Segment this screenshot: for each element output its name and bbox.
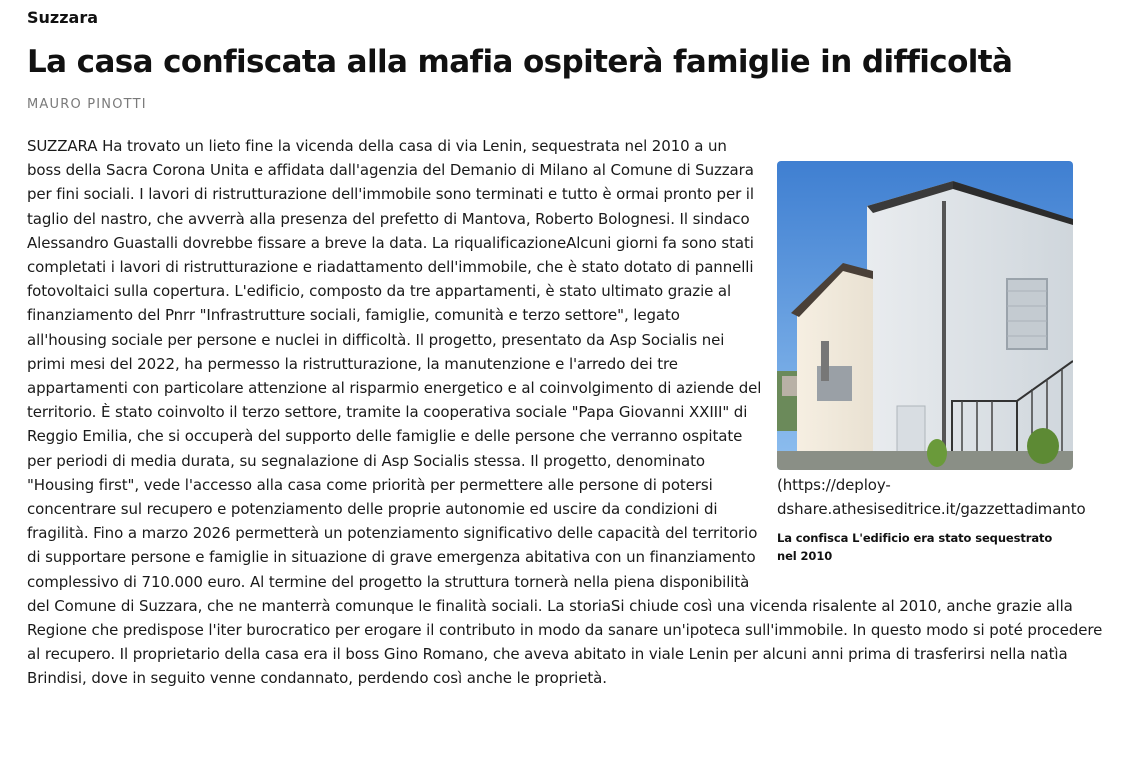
image-caption: La confisca L'edificio era stato sequestrato nel 2010 xyxy=(777,531,1053,563)
author-name: MAURO PINOTTI xyxy=(27,97,147,112)
article-text: SUZZARA Ha trovato un lieto fine la vicenda della casa di via Lenin, sequestrata nel 2010 a un boss della Sacra Corona Unita e affidata dall'agenzia del Demanio di Milano al Comune di Suzzara per fini sociali. I lavori di ristrutturazione dell'immobile sono terminati e tutto è ormai pronto per il taglio del nastro, che avverrà alla presenza del prefetto di Mantova, Roberto Bolognesi. Il sindaco Alessandro Guastalli dovrebbe fissare a breve la data. La riqualificazioneAlcuni giorni fa sono stati completati i lavori di ristrutturazione e riadattamento dell'immobile, che è stato dotato di pannelli fotovoltaici sulla copertura. L'edificio, composto da tre appartamenti, è stato ultimato grazie al finanziamento del Pnrr "Infrastrutture sociali, famiglie, comunità e terzo settore", legato all'housing sociale per persone e nuclei in difficoltà. Il progetto, presentato da Asp Socialis nei primi mesi del 2022, ha permesso la ristrutturazione, la manutenzione e l'arredo dei tre appartamenti con particolare attenzione al risparmio energetico e al coinvolgimento di aziende del territorio. È stato coinvolto il terzo settore, tramite la cooperativa sociale "Papa Giovanni XXIII" di Reggio Emilia, che si occuperà del supporto delle famiglie e delle persone che verranno ospitate per periodi di media durata, su segnalazione di Asp Socialis stessa. Il progetto, denominato "Housing first", vede l'accesso alla casa come priorità per permettere alle persone di potersi concentrare sul recupero e potenziamento delle proprie autonomie ed uscire da condizioni di fragilità. Fino a marzo 2026 permetterà un potenziamento significativo delle capacità del territorio di supportare persone e famiglie in situazione di grave emergenza abitativa con un finanziamento complessivo di 710.000 euro. Al termine del progetto la struttura tornerà nella piena disponibilità del Comune di Suzzara, che ne manterrà comunque le finalità sociali. La storiaSi chiude così una vicenda risalente al 2010, anche grazie alla Regione che predispose l'iter burocratico per erogare il contributo in modo da sanare un'ipoteca sull'immobile. In questo modo si poté procedere al recupero. Il proprietario della casa era il boss Gino Romano, che aveva abitato in viale Lenin per alcuni anni prima di trasferirsi nella natìa Brindisi, dove in seguito venne condannato, perdendo così anche le proprietà. xyxy=(27,137,1103,688)
image-url-line-2[interactable]: dshare.athesiseditrice.it/gazzettadimanto xyxy=(777,500,1086,518)
article-photo[interactable] xyxy=(777,161,1073,470)
house-photo-illustration xyxy=(777,161,1073,470)
article-headline: La casa confiscata alla mafia ospiterà famiglie in difficoltà xyxy=(27,44,1013,80)
article-figure xyxy=(777,161,1112,565)
image-url-line-1[interactable]: (https://deploy- xyxy=(777,476,891,494)
section-label[interactable]: Suzzara xyxy=(27,8,99,27)
article-body-container xyxy=(27,134,1112,691)
